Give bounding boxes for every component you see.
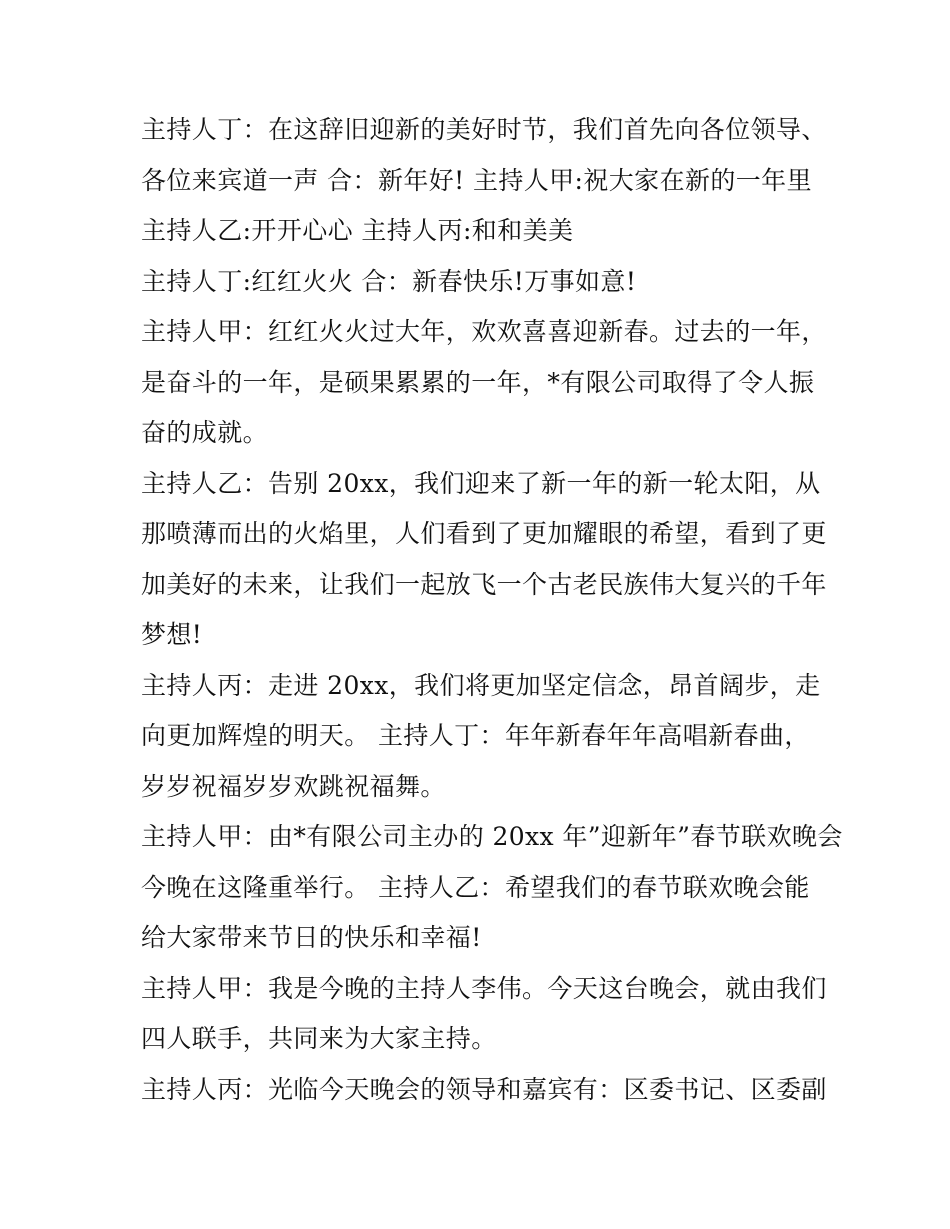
text-line: 主持人丙：走进 20xx，我们将更加坚定信念，昂首阔步，走 (141, 671, 821, 700)
text-line: 向更加辉煌的明天。 主持人丁：年年新春年年高唱新春曲， (141, 721, 810, 750)
text-line: 主持人甲：由*有限公司主办的 20xx 年”迎新年”春节联欢晚会 (141, 822, 843, 851)
text-line: 各位来宾道一声 合：新年好! 主持人甲:祝大家在新的一年里 (141, 166, 812, 195)
text-line: 奋的成就。 (141, 418, 269, 447)
text-line: 岁岁祝福岁岁欢跳祝福舞。 (141, 772, 446, 801)
text-line: 主持人丁:红红火火 合：新春快乐!万事如意! (141, 267, 637, 296)
text-line: 今晚在这隆重举行。 主持人乙：希望我们的春节联欢晚会能 (141, 873, 810, 902)
text-line: 主持人甲：红红火火过大年，欢欢喜喜迎新春。过去的一年， (141, 317, 827, 346)
text-line: 加美好的未来，让我们一起放飞一个古老民族伟大复兴的千年 (141, 570, 827, 599)
text-line: 主持人丁：在这辞旧迎新的美好时节，我们首先向各位领导、 (141, 115, 827, 144)
text-line: 给大家带来节日的快乐和幸福! (141, 923, 482, 952)
text-line: 主持人乙：告别 20xx，我们迎来了新一年的新一轮太阳，从 (141, 469, 821, 498)
text-line: 梦想! (141, 620, 203, 649)
text-line: 四人联手，共同来为大家主持。 (141, 1024, 497, 1053)
text-line: 主持人乙:开开心心 主持人丙:和和美美 (141, 216, 574, 245)
text-line: 主持人丙：光临今天晚会的领导和嘉宾有：区委书记、区委副 (141, 1075, 827, 1104)
text-line: 那喷薄而出的火焰里，人们看到了更加耀眼的希望，看到了更 (141, 519, 827, 548)
text-line: 是奋斗的一年，是硕果累累的一年，*有限公司取得了令人振 (141, 368, 815, 397)
text-line: 主持人甲：我是今晚的主持人李伟。今天这台晚会，就由我们 (141, 974, 827, 1003)
